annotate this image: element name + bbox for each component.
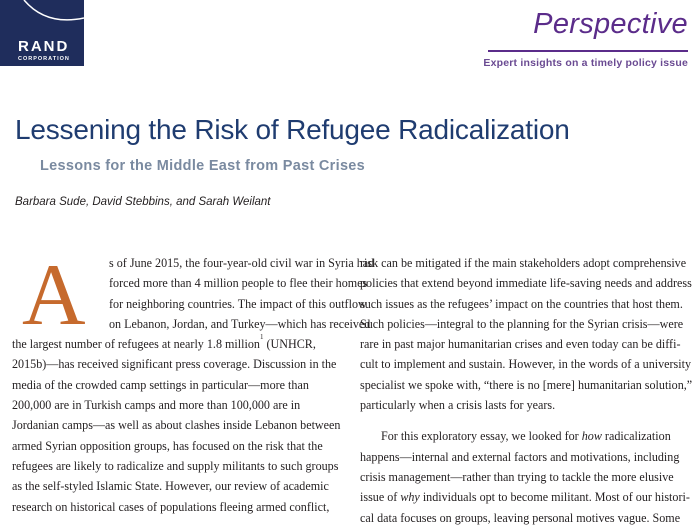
body-line: 2015b)—has received significant press coverage. Discussion in the [12,357,337,372]
body-line: happens—internal and external factors and motivations, including [360,449,680,464]
body-line: as the self-styled Islamic State. However, our review of academic [12,479,329,494]
article-title: Lessening the Risk of Refugee Radicalization [15,114,570,145]
body-line: Jordanian camps—as well as about clashes inside Lebanon between [12,418,341,433]
body-line: armed Syrian opposition groups, has focused on the risk that the [12,438,323,453]
body-line: specialist we spoke with, “there is no [mere] humanitarian solution,” [360,377,693,392]
body-line: rare in past major humanitarian crises and even today can be diffi- [360,337,681,352]
drop-cap: A [22,247,86,344]
body-line [12,334,347,354]
rand-logo [0,0,84,66]
body-text: the largest number of refugees at nearly 1.8 million [12,337,260,352]
body-line: cult to implement and sustain. However, in the words of a university [360,357,692,372]
body-line: cal data focuses on groups, leaving personal motives vague. Some [360,510,681,525]
body-text: For this exploratory essay, we looked for [381,429,582,444]
body-column-left [12,247,375,517]
emphasis-text: why [400,490,420,505]
body-line [360,426,690,446]
article-authors: Barbara Sude, David Stebbins, and Sarah Weilant [15,196,271,208]
paragraph-gap [360,415,690,426]
body-line: risk can be mitigated if the main stakeholders adopt comprehensive [360,256,687,270]
body-column-right [360,253,693,528]
emphasis-text: how [581,429,602,444]
logo-corporation: CORPORATION [18,56,70,62]
body-line: refugees are likely to radicalize and supply militants to such groups [12,458,339,473]
body-line: particularly when a crisis lasts for years. [360,398,556,413]
body-line: forced more than 4 million people to flee their homes [109,276,368,291]
series-title: Perspective [533,8,688,40]
header-rule [488,50,688,52]
footnote-ref[interactable]: 1 [259,333,264,342]
body-line: on Lebanon, Jordan, and Turkey—which has received [109,316,371,331]
body-line: s of June 2015, the four-year-old civil war in Syria had [109,256,375,270]
body-line: such issues as the refugees’ impact on the countries that host them. [360,296,683,311]
body-line: research on historical cases of populations fleeing armed conflict, [12,499,330,514]
body-line: for neighboring countries. The impact of this outflow [109,296,367,311]
body-line: Such policies—integral to the planning for the Syrian crisis—were [360,316,684,331]
body-line [360,487,690,507]
article-subtitle: Lessons for the Middle East from Past Crises [40,158,366,174]
logo-name: RAND [18,38,70,55]
series-tagline: Expert insights on a timely policy issue [483,57,688,69]
body-text: (UNHCR, [263,337,316,352]
body-line: crisis management—rather than trying to tackle the more elusive [360,469,674,484]
body-line: policies that extend beyond immediate life-saving needs and address [360,276,692,291]
body-text: issue of [360,490,401,505]
body-line: 200,000 are in Turkish camps and more than 100,000 are in [12,398,301,413]
body-text: individuals opt to become militant. Most of our histori- [419,490,690,505]
body-text: radicalization [601,429,671,444]
body-line: media of the crowded camp settings in particular—more than [12,377,309,392]
logo-arc-icon [0,0,84,40]
